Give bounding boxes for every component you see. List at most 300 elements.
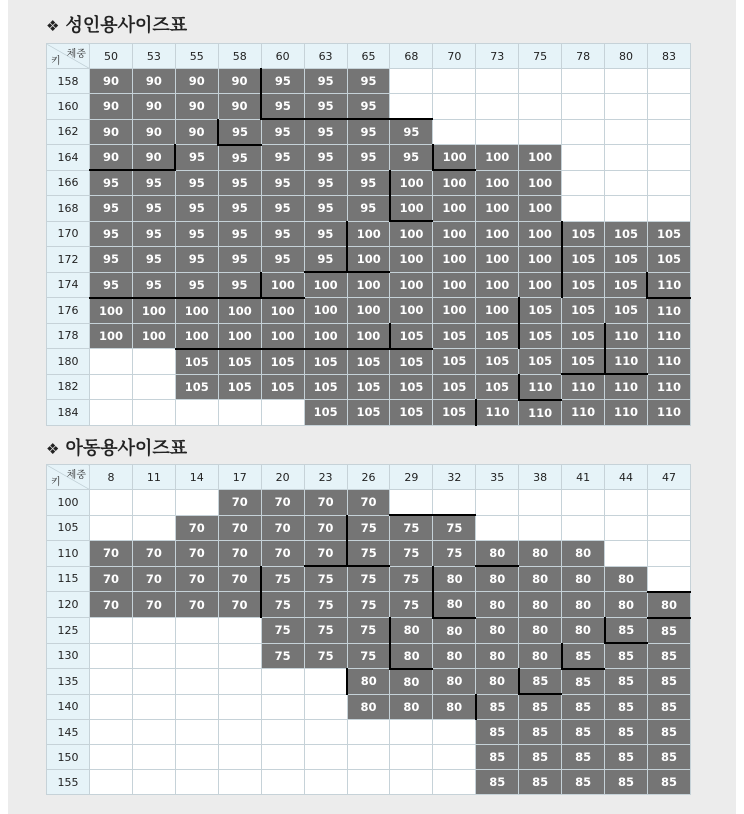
size-cell: 95 bbox=[90, 247, 133, 273]
size-cell: 95 bbox=[390, 145, 433, 171]
table-row bbox=[47, 770, 691, 795]
diamond-bullet-icon: ❖ bbox=[46, 440, 60, 458]
size-cell: 95 bbox=[347, 196, 390, 222]
size-cell: 105 bbox=[562, 247, 605, 273]
size-cell: 95 bbox=[304, 69, 347, 94]
empty-cell bbox=[132, 374, 175, 400]
size-cell: 110 bbox=[647, 349, 690, 375]
empty-cell bbox=[175, 720, 218, 745]
size-cell: 100 bbox=[390, 272, 433, 298]
size-cell: 80 bbox=[390, 669, 433, 695]
size-cell: 80 bbox=[605, 592, 648, 618]
size-cell: 95 bbox=[218, 145, 261, 171]
empty-cell bbox=[562, 119, 605, 145]
empty-cell bbox=[304, 770, 347, 795]
size-cell: 100 bbox=[519, 145, 562, 171]
size-cell: 75 bbox=[304, 618, 347, 644]
size-cell: 95 bbox=[90, 196, 133, 222]
empty-cell bbox=[132, 669, 175, 695]
size-cell: 85 bbox=[647, 694, 690, 720]
size-cell: 95 bbox=[132, 272, 175, 298]
size-cell: 95 bbox=[132, 221, 175, 247]
size-cell: 85 bbox=[562, 643, 605, 669]
table-row bbox=[47, 618, 691, 644]
size-cell: 105 bbox=[519, 323, 562, 349]
table-row bbox=[47, 94, 691, 120]
empty-cell bbox=[433, 720, 476, 745]
size-cell: 70 bbox=[175, 515, 218, 541]
empty-cell bbox=[476, 515, 519, 541]
weight-column-header: 55 bbox=[175, 44, 218, 69]
empty-cell bbox=[647, 69, 690, 94]
empty-cell bbox=[605, 145, 648, 171]
size-cell: 105 bbox=[562, 323, 605, 349]
weight-column-header: 47 bbox=[647, 465, 690, 490]
size-cell: 100 bbox=[390, 247, 433, 273]
size-cell: 95 bbox=[304, 145, 347, 171]
table-row bbox=[47, 374, 691, 400]
size-cell: 75 bbox=[433, 541, 476, 567]
size-cell: 70 bbox=[218, 541, 261, 567]
size-cell: 70 bbox=[90, 592, 133, 618]
size-cell: 95 bbox=[261, 69, 304, 94]
empty-cell bbox=[261, 694, 304, 720]
empty-cell bbox=[132, 694, 175, 720]
empty-cell bbox=[433, 119, 476, 145]
height-row-header: 130 bbox=[47, 643, 90, 669]
empty-cell bbox=[433, 69, 476, 94]
size-cell: 100 bbox=[433, 170, 476, 196]
empty-cell bbox=[90, 515, 133, 541]
size-cell: 85 bbox=[562, 745, 605, 770]
empty-cell bbox=[605, 515, 648, 541]
empty-cell bbox=[90, 720, 133, 745]
weight-column-header: 41 bbox=[562, 465, 605, 490]
adult-title-text: 성인용사이즈표 bbox=[65, 15, 188, 36]
size-cell: 95 bbox=[304, 221, 347, 247]
empty-cell bbox=[562, 196, 605, 222]
size-cell: 100 bbox=[218, 323, 261, 349]
empty-cell bbox=[218, 720, 261, 745]
empty-cell bbox=[476, 490, 519, 516]
size-cell: 80 bbox=[562, 541, 605, 567]
size-cell: 90 bbox=[132, 69, 175, 94]
empty-cell bbox=[562, 94, 605, 120]
size-cell: 100 bbox=[433, 247, 476, 273]
size-cell: 90 bbox=[90, 94, 133, 120]
size-cell: 85 bbox=[605, 643, 648, 669]
empty-cell bbox=[90, 643, 133, 669]
size-cell: 105 bbox=[519, 349, 562, 375]
height-row-header: 158 bbox=[47, 69, 90, 94]
header-row bbox=[47, 44, 691, 69]
diamond-bullet-icon: ❖ bbox=[46, 17, 60, 35]
size-cell: 95 bbox=[90, 221, 133, 247]
size-cell: 100 bbox=[476, 221, 519, 247]
height-row-header: 125 bbox=[47, 618, 90, 644]
size-cell: 85 bbox=[519, 669, 562, 695]
size-cell: 85 bbox=[476, 770, 519, 795]
empty-cell bbox=[175, 490, 218, 516]
empty-cell bbox=[132, 770, 175, 795]
size-cell: 90 bbox=[132, 94, 175, 120]
table-row bbox=[47, 490, 691, 516]
height-row-header: 100 bbox=[47, 490, 90, 516]
size-cell: 70 bbox=[90, 541, 133, 567]
size-cell: 100 bbox=[433, 272, 476, 298]
height-row-header: 110 bbox=[47, 541, 90, 567]
table-row bbox=[47, 541, 691, 567]
size-cell: 75 bbox=[347, 592, 390, 618]
size-cell: 100 bbox=[476, 272, 519, 298]
empty-cell bbox=[218, 643, 261, 669]
size-cell: 100 bbox=[347, 221, 390, 247]
size-cell: 70 bbox=[175, 566, 218, 592]
empty-cell bbox=[647, 566, 690, 592]
weight-column-header: 38 bbox=[519, 465, 562, 490]
size-cell: 105 bbox=[562, 349, 605, 375]
height-row-header: 150 bbox=[47, 745, 90, 770]
empty-cell bbox=[390, 69, 433, 94]
size-cell: 100 bbox=[218, 298, 261, 324]
size-cell: 100 bbox=[175, 323, 218, 349]
size-cell: 95 bbox=[304, 94, 347, 120]
empty-cell bbox=[175, 643, 218, 669]
size-cell: 100 bbox=[476, 247, 519, 273]
size-cell: 105 bbox=[304, 349, 347, 375]
weight-column-header: 68 bbox=[390, 44, 433, 69]
empty-cell bbox=[647, 94, 690, 120]
size-cell: 100 bbox=[261, 298, 304, 324]
size-cell: 85 bbox=[647, 745, 690, 770]
size-cell: 100 bbox=[433, 145, 476, 171]
height-row-header: 168 bbox=[47, 196, 90, 222]
empty-cell bbox=[647, 145, 690, 171]
size-cell: 110 bbox=[519, 400, 562, 426]
size-cell: 95 bbox=[347, 94, 390, 120]
table-row bbox=[47, 145, 691, 171]
size-cell: 75 bbox=[390, 566, 433, 592]
size-cell: 85 bbox=[647, 669, 690, 695]
size-cell: 95 bbox=[347, 145, 390, 171]
empty-cell bbox=[605, 170, 648, 196]
table-row bbox=[47, 745, 691, 770]
size-cell: 100 bbox=[304, 272, 347, 298]
empty-cell bbox=[175, 669, 218, 695]
height-row-header: 120 bbox=[47, 592, 90, 618]
size-cell: 80 bbox=[390, 618, 433, 644]
weight-column-header: 70 bbox=[433, 44, 476, 69]
size-cell: 105 bbox=[390, 374, 433, 400]
size-cell: 85 bbox=[605, 669, 648, 695]
size-cell: 100 bbox=[433, 221, 476, 247]
size-cell: 90 bbox=[218, 94, 261, 120]
weight-column-header: 63 bbox=[304, 44, 347, 69]
size-cell: 95 bbox=[261, 170, 304, 196]
size-cell: 95 bbox=[218, 247, 261, 273]
height-row-header: 115 bbox=[47, 566, 90, 592]
empty-cell bbox=[433, 490, 476, 516]
size-cell: 95 bbox=[304, 196, 347, 222]
empty-cell bbox=[647, 196, 690, 222]
size-cell: 105 bbox=[647, 221, 690, 247]
size-cell: 105 bbox=[433, 400, 476, 426]
size-cell: 100 bbox=[132, 323, 175, 349]
table-row bbox=[47, 323, 691, 349]
empty-cell bbox=[433, 745, 476, 770]
weight-column-header: 17 bbox=[218, 465, 261, 490]
size-cell: 70 bbox=[261, 490, 304, 516]
size-cell: 100 bbox=[261, 323, 304, 349]
size-cell: 105 bbox=[605, 221, 648, 247]
weight-column-header: 32 bbox=[433, 465, 476, 490]
size-cell: 105 bbox=[476, 374, 519, 400]
empty-cell bbox=[390, 770, 433, 795]
empty-cell bbox=[476, 69, 519, 94]
size-cell: 95 bbox=[347, 170, 390, 196]
size-cell: 70 bbox=[304, 490, 347, 516]
height-row-header: 174 bbox=[47, 272, 90, 298]
empty-cell bbox=[562, 69, 605, 94]
size-cell: 75 bbox=[390, 541, 433, 567]
size-cell: 100 bbox=[90, 323, 133, 349]
size-cell: 80 bbox=[347, 694, 390, 720]
empty-cell bbox=[605, 196, 648, 222]
empty-cell bbox=[647, 490, 690, 516]
size-cell: 100 bbox=[132, 298, 175, 324]
table-row bbox=[47, 515, 691, 541]
size-cell: 110 bbox=[476, 400, 519, 426]
size-cell: 85 bbox=[519, 720, 562, 745]
size-cell: 95 bbox=[175, 196, 218, 222]
size-cell: 80 bbox=[562, 592, 605, 618]
table-row bbox=[47, 170, 691, 196]
size-cell: 100 bbox=[347, 247, 390, 273]
corner-header bbox=[47, 465, 90, 490]
size-cell: 105 bbox=[261, 374, 304, 400]
size-cell: 70 bbox=[175, 541, 218, 567]
weight-column-header: 23 bbox=[304, 465, 347, 490]
empty-cell bbox=[90, 694, 133, 720]
size-cell: 90 bbox=[90, 145, 133, 171]
size-cell: 105 bbox=[304, 374, 347, 400]
empty-cell bbox=[605, 119, 648, 145]
size-cell: 105 bbox=[433, 323, 476, 349]
size-cell: 80 bbox=[390, 643, 433, 669]
table-row bbox=[47, 643, 691, 669]
size-cell: 105 bbox=[433, 374, 476, 400]
empty-cell bbox=[175, 745, 218, 770]
size-cell: 95 bbox=[132, 196, 175, 222]
size-cell: 105 bbox=[347, 374, 390, 400]
empty-cell bbox=[433, 94, 476, 120]
empty-cell bbox=[647, 170, 690, 196]
size-cell: 100 bbox=[519, 247, 562, 273]
empty-cell bbox=[476, 119, 519, 145]
size-cell: 75 bbox=[433, 515, 476, 541]
size-cell: 85 bbox=[519, 745, 562, 770]
size-cell: 100 bbox=[519, 221, 562, 247]
weight-column-header: 14 bbox=[175, 465, 218, 490]
empty-cell bbox=[132, 400, 175, 426]
size-cell: 95 bbox=[304, 119, 347, 145]
size-cell: 80 bbox=[519, 592, 562, 618]
empty-cell bbox=[476, 94, 519, 120]
empty-cell bbox=[132, 745, 175, 770]
size-cell: 75 bbox=[347, 566, 390, 592]
empty-cell bbox=[390, 745, 433, 770]
empty-cell bbox=[261, 400, 304, 426]
size-cell: 95 bbox=[218, 221, 261, 247]
size-cell: 75 bbox=[261, 618, 304, 644]
empty-cell bbox=[261, 770, 304, 795]
table-row bbox=[47, 247, 691, 273]
table-row bbox=[47, 400, 691, 426]
size-cell: 105 bbox=[218, 374, 261, 400]
size-cell: 105 bbox=[605, 272, 648, 298]
header-row bbox=[47, 465, 691, 490]
empty-cell bbox=[304, 669, 347, 695]
size-cell: 105 bbox=[304, 400, 347, 426]
height-row-header: 176 bbox=[47, 298, 90, 324]
empty-cell bbox=[562, 515, 605, 541]
size-cell: 80 bbox=[433, 566, 476, 592]
size-cell: 105 bbox=[218, 349, 261, 375]
size-cell: 75 bbox=[261, 592, 304, 618]
size-cell: 100 bbox=[347, 298, 390, 324]
size-cell: 85 bbox=[605, 720, 648, 745]
size-cell: 100 bbox=[519, 272, 562, 298]
weight-column-header: 53 bbox=[132, 44, 175, 69]
size-cell: 95 bbox=[261, 94, 304, 120]
size-cell: 90 bbox=[132, 145, 175, 171]
size-cell: 100 bbox=[433, 196, 476, 222]
weight-column-header: 44 bbox=[605, 465, 648, 490]
size-cell: 105 bbox=[347, 400, 390, 426]
size-cell: 95 bbox=[261, 145, 304, 171]
size-cell: 80 bbox=[562, 566, 605, 592]
size-cell: 75 bbox=[347, 643, 390, 669]
size-cell: 100 bbox=[476, 298, 519, 324]
empty-cell bbox=[605, 69, 648, 94]
size-cell: 85 bbox=[519, 694, 562, 720]
table-row bbox=[47, 298, 691, 324]
size-cell: 70 bbox=[175, 592, 218, 618]
size-cell: 80 bbox=[519, 566, 562, 592]
size-cell: 95 bbox=[347, 119, 390, 145]
table-row bbox=[47, 272, 691, 298]
size-cell: 90 bbox=[90, 119, 133, 145]
size-cell: 80 bbox=[647, 592, 690, 618]
size-cell: 90 bbox=[90, 69, 133, 94]
size-cell: 95 bbox=[132, 247, 175, 273]
empty-cell bbox=[261, 720, 304, 745]
size-cell: 100 bbox=[476, 170, 519, 196]
weight-column-header: 50 bbox=[90, 44, 133, 69]
empty-cell bbox=[519, 515, 562, 541]
empty-cell bbox=[218, 669, 261, 695]
size-cell: 85 bbox=[476, 720, 519, 745]
size-cell: 100 bbox=[433, 298, 476, 324]
size-cell: 70 bbox=[304, 541, 347, 567]
empty-cell bbox=[90, 374, 133, 400]
size-cell: 95 bbox=[175, 221, 218, 247]
empty-cell bbox=[132, 618, 175, 644]
empty-cell bbox=[433, 770, 476, 795]
size-cell: 80 bbox=[476, 669, 519, 695]
size-cell: 75 bbox=[390, 592, 433, 618]
size-cell: 85 bbox=[605, 618, 648, 644]
size-cell: 105 bbox=[605, 247, 648, 273]
size-cell: 110 bbox=[562, 400, 605, 426]
empty-cell bbox=[132, 349, 175, 375]
weight-column-header: 58 bbox=[218, 44, 261, 69]
height-row-header: 170 bbox=[47, 221, 90, 247]
size-cell: 85 bbox=[562, 669, 605, 695]
size-cell: 85 bbox=[647, 618, 690, 644]
size-cell: 80 bbox=[390, 694, 433, 720]
height-row-header: 182 bbox=[47, 374, 90, 400]
weight-axis-label: 체중 bbox=[66, 470, 86, 481]
size-cell: 110 bbox=[647, 374, 690, 400]
height-row-header: 140 bbox=[47, 694, 90, 720]
size-cell: 95 bbox=[175, 170, 218, 196]
size-cell: 75 bbox=[261, 643, 304, 669]
empty-cell bbox=[175, 400, 218, 426]
size-cell: 75 bbox=[390, 515, 433, 541]
size-cell: 110 bbox=[605, 323, 648, 349]
height-row-header: 105 bbox=[47, 515, 90, 541]
empty-cell bbox=[132, 720, 175, 745]
empty-cell bbox=[132, 643, 175, 669]
size-cell: 100 bbox=[519, 170, 562, 196]
size-cell: 70 bbox=[347, 490, 390, 516]
size-cell: 75 bbox=[347, 618, 390, 644]
empty-cell bbox=[218, 770, 261, 795]
empty-cell bbox=[347, 720, 390, 745]
size-cell: 105 bbox=[476, 323, 519, 349]
size-cell: 80 bbox=[433, 669, 476, 695]
size-cell: 105 bbox=[562, 298, 605, 324]
size-cell: 110 bbox=[647, 400, 690, 426]
table-row bbox=[47, 221, 691, 247]
height-row-header: 162 bbox=[47, 119, 90, 145]
empty-cell bbox=[519, 69, 562, 94]
size-cell: 110 bbox=[647, 272, 690, 298]
size-cell: 95 bbox=[132, 170, 175, 196]
size-cell: 70 bbox=[132, 566, 175, 592]
size-cell: 75 bbox=[347, 515, 390, 541]
size-cell: 105 bbox=[390, 349, 433, 375]
empty-cell bbox=[90, 400, 133, 426]
size-cell: 105 bbox=[605, 298, 648, 324]
size-cell: 70 bbox=[261, 515, 304, 541]
size-cell: 80 bbox=[562, 618, 605, 644]
size-cell: 110 bbox=[605, 400, 648, 426]
size-cell: 105 bbox=[175, 349, 218, 375]
child-size-table bbox=[46, 464, 691, 795]
empty-cell bbox=[519, 94, 562, 120]
size-cell: 90 bbox=[175, 69, 218, 94]
empty-cell bbox=[390, 490, 433, 516]
empty-cell bbox=[390, 720, 433, 745]
size-cell: 85 bbox=[647, 643, 690, 669]
weight-column-header: 20 bbox=[261, 465, 304, 490]
size-cell: 75 bbox=[347, 541, 390, 567]
size-cell: 95 bbox=[390, 119, 433, 145]
weight-column-header: 11 bbox=[132, 465, 175, 490]
weight-column-header: 35 bbox=[476, 465, 519, 490]
